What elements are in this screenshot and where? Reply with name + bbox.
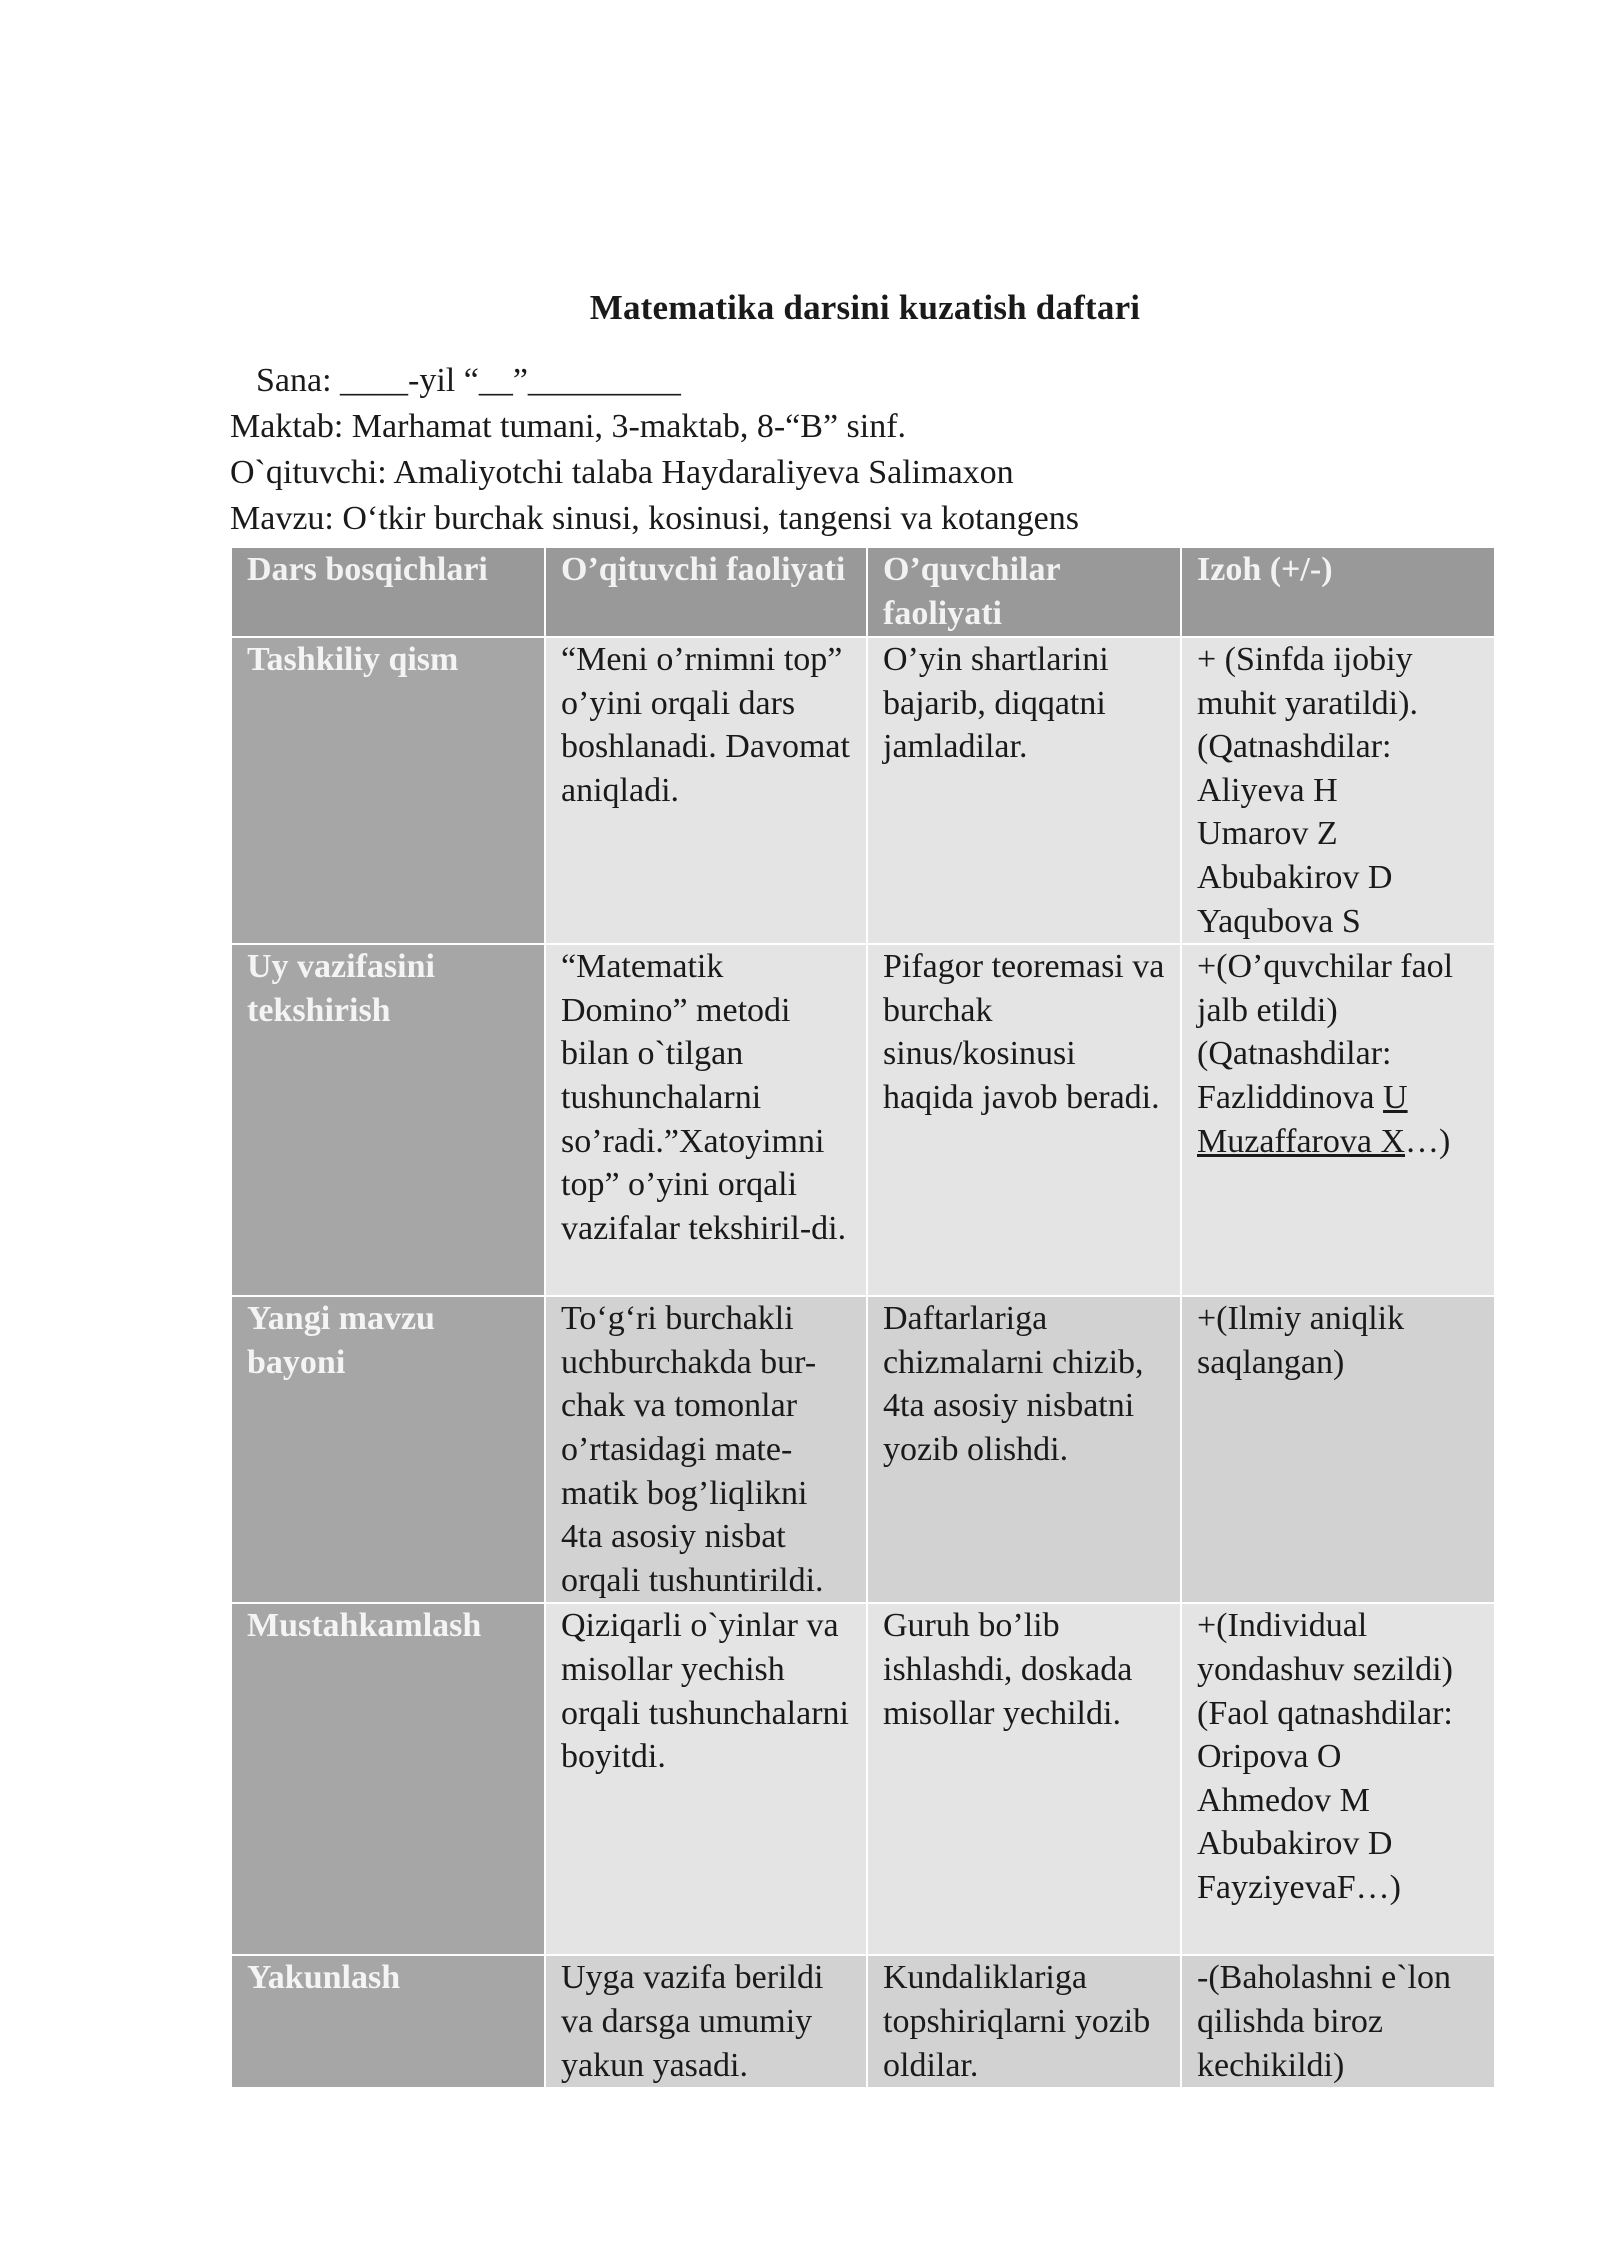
header-note: Izoh (+/-) [1181,547,1495,637]
teacher-activity-cell: To‘g‘ri burchakli uchburchakda bur-chak va tomonlar o’rtasidagi mate-matik bog’liqlikni 4ta asosiy nisbat orqali tushuntirildi. [545,1296,867,1603]
table-row [231,1955,1495,2088]
table-row [231,1296,1495,1603]
note-underlined-names: U Muzaffarova X [1197,1078,1408,1160]
stage-cell: Uy vazifasini tekshirish [231,944,545,1296]
student-activity-cell: Pifagor teoremasi va burchak sinus/kosinusi haqida javob beradi. [867,944,1181,1296]
teacher-activity-cell: “Meni o’rnimni top” o’yini orqali dars boshlanadi. Davomat aniqladi. [545,637,867,944]
table-row [231,1603,1495,1955]
table-header-row [231,547,1495,637]
student-activity-cell: O’yin shartlarini bajarib, diqqatni jamladilar. [867,637,1181,944]
note-cell: + (Sinfda ijobiy muhit yaratildi). (Qatnashdilar: Aliyeva H Umarov Z Abubakirov D Yaqubova S [1181,637,1495,944]
table-row [231,944,1495,1296]
stage-cell: Mustahkamlash [231,1603,545,1955]
teacher-line: O`qituvchi: Amaliyotchi talaba Haydaraliyeva Salimaxon [230,454,1014,491]
student-activity-cell: Guruh bo’lib ishlashdi, doskada misollar yechildi. [867,1603,1181,1955]
date-line: Sana: ____-yil “__”_________ [256,362,681,399]
document-title: Matematika darsini kuzatish daftari [589,288,1141,327]
table-row [231,637,1495,944]
note-text: +(O’quvchilar faol jalb etildi) (Qatnashdilar: Fazliddinova [1197,948,1454,1116]
header-student-activity: O’quvchilar faoliyati [867,547,1181,637]
teacher-activity-cell: “Matematik Domino” metodi bilan o`tilgan tushunchalarni so’radi.”Xatoyimni top” o’yini orqali vazifalar tekshiril-di. [545,944,867,1296]
topic-line: Mavzu: O‘tkir burchak sinusi, kosinusi, tangensi va kotangens [230,500,1079,537]
header-teacher-activity: O’qituvchi faoliyati [545,547,867,637]
note-cell: -(Baholashni e`lon qilishda biroz kechikildi) [1181,1955,1495,2088]
stage-cell: Tashkiliy qism [231,637,545,944]
note-cell: +(Individual yondashuv sezildi) (Faol qatnashdilar: Oripova O Ahmedov M Abubakirov D FayziyevaF…) [1181,1603,1495,1955]
note-text-end: …) [1405,1122,1451,1160]
teacher-activity-cell: Qiziqarli o`yinlar va misollar yechish orqali tushunchalarni boyitdi. [545,1603,867,1955]
stage-cell: Yangi mavzu bayoni [231,1296,545,1603]
teacher-activity-cell: Uyga vazifa berildi va darsga umumiy yakun yasadi. [545,1955,867,2088]
header-stages: Dars bosqichlari [231,547,545,637]
stage-cell: Yakunlash [231,1955,545,2088]
student-activity-cell: Kundaliklariga topshiriqlarni yozib oldilar. [867,1955,1181,2088]
observation-table [230,546,1496,2089]
note-cell [1181,944,1495,1296]
school-line: Maktab: Marhamat tumani, 3-maktab, 8-“B” sinf. [230,408,907,445]
note-cell: +(Ilmiy aniqlik saqlangan) [1181,1296,1495,1603]
student-activity-cell: Daftarlariga chizmalarni chizib, 4ta asosiy nisbatni yozib olishdi. [867,1296,1181,1603]
